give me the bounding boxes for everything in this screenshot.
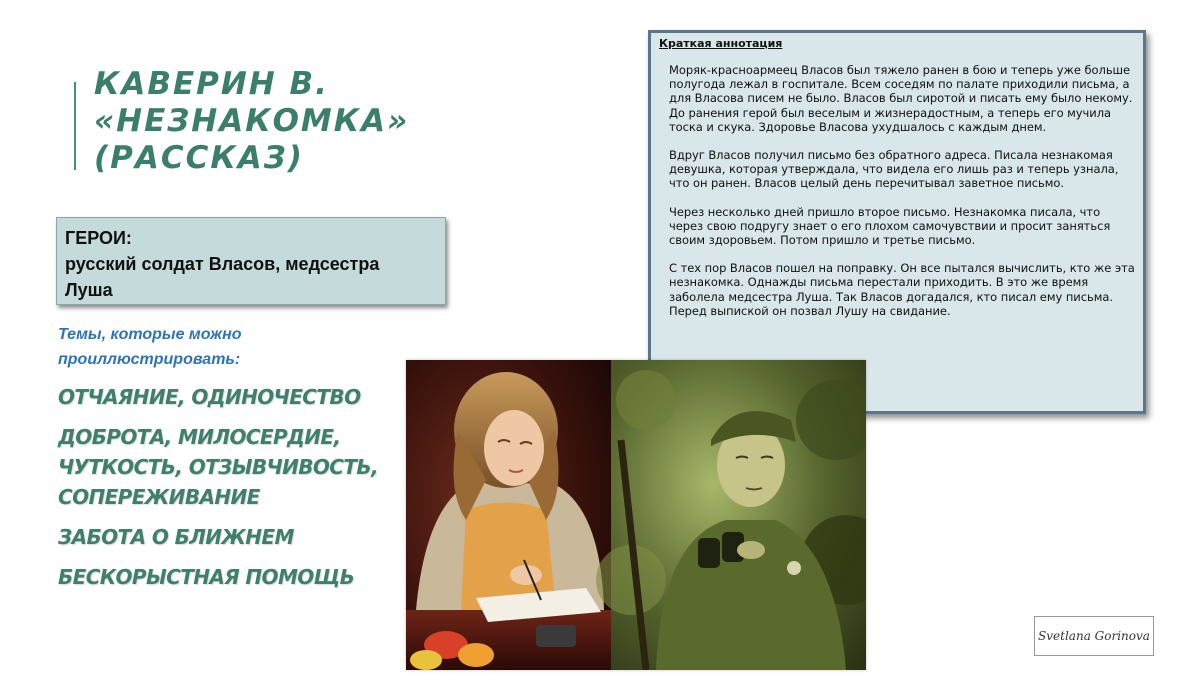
title-accent-bar — [74, 82, 76, 170]
title-line-author: КАВЕРИН В. — [94, 66, 329, 102]
title-line-genre: (РАССКАЗ) — [94, 140, 304, 176]
nurse-scene — [406, 360, 611, 670]
theme-line: ЧУТКОСТЬ, ОТЗЫВЧИВОСТЬ, — [58, 455, 379, 479]
heroes-text-line2: Луша — [65, 280, 113, 300]
themes-intro-line2: проиллюстрировать: — [58, 351, 241, 368]
theme-item — [58, 522, 408, 552]
annotation-paragraph: Вдруг Власов получил письмо без обратного адреса. Писала незнакомая девушка, которая утверждала, что видела его лишь раз и теперь узнала, что он ранен. Власов целый день перечитывал заветное письмо. — [669, 148, 1119, 191]
annotation-heading: Краткая аннотация — [659, 37, 783, 50]
theme-line: ОТЧАЯНИЕ, ОДИНОЧЕСТВО — [58, 385, 361, 409]
illustration-svg — [406, 360, 866, 670]
title-line-work: «НЕЗНАКОМКА» — [94, 103, 410, 139]
theme-line: ДОБРОТА, МИЛОСЕРДИЕ, — [58, 425, 341, 449]
soldier-scene — [596, 360, 866, 670]
annotation-box — [648, 30, 1146, 414]
theme-item — [58, 382, 408, 412]
theme-item — [58, 422, 408, 512]
themes-intro-line1: Темы, которые можно — [58, 326, 242, 343]
slide-title — [94, 66, 424, 177]
theme-item — [58, 562, 408, 592]
themes-intro — [58, 322, 318, 372]
theme-line: БЕСКОРЫСТНАЯ ПОМОЩЬ — [58, 565, 355, 589]
heroes-text-line1: русский солдат Власов, медсестра — [65, 254, 380, 274]
annotation-paragraph: С тех пор Власов пошел на поправку. Он все пытался вычислить, кто же эта незнакомка. Однажды письма перестали приходить. В это же время заболела медсестра Луша. Так Власов догадался, кто писал ему письма. Перед выпиской он позвал Лушу на свидание. — [669, 261, 1135, 318]
heroes-box — [56, 217, 446, 305]
annotation-paragraph: Моряк-красноармеец Власов был тяжело ранен в бою и теперь уже больше полугода лежал в госпитале. Всем соседям по палате приходили письма, а для Власова писем не было. Власов был сиротой и писать ему было некому. До ранения герой был веселым и жизнерадостным, а теперь его мучила тоска и скука. Здоровье Власова ухудшалось с каждым днем. — [669, 63, 1133, 134]
signature-watermark: Svetlana Gorinova — [1034, 616, 1154, 656]
theme-line: ЗАБОТА О БЛИЖНЕМ — [58, 525, 294, 549]
illustration-image — [406, 360, 866, 670]
themes-list — [58, 382, 408, 602]
annotation-paragraph: Через несколько дней пришло второе письмо. Незнакомка писала, что через свою подругу знает о его плохом самочувствии и просит заняться своим здоровьем. Потом пришло и третье письмо. — [669, 204, 1111, 248]
theme-line: СОПЕРЕЖИВАНИЕ — [58, 485, 260, 509]
heroes-label: ГЕРОИ: — [65, 228, 132, 248]
